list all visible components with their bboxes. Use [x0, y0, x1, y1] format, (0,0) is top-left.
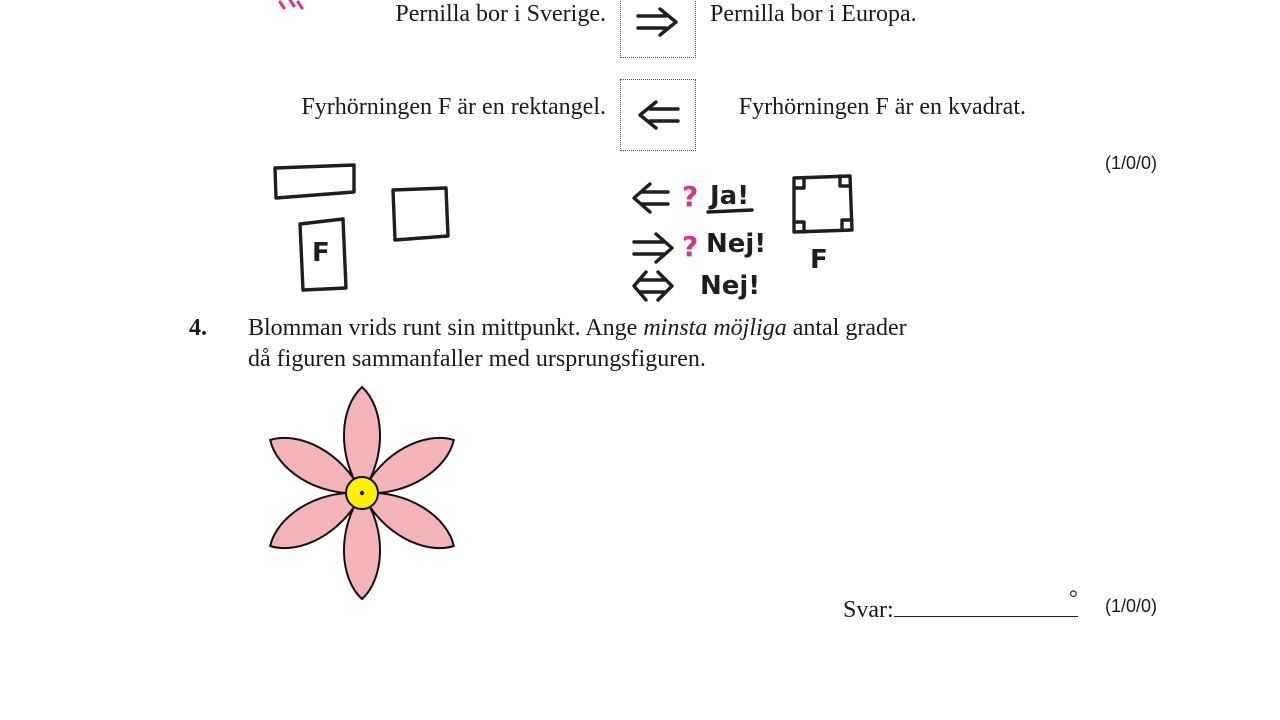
handwritten-answers — [628, 168, 788, 308]
square-label-f: F — [810, 245, 828, 275]
pink-handwriting-fragment — [276, 0, 316, 20]
left-double-arrow-icon — [636, 100, 680, 130]
question-text-end: antal grader — [786, 315, 907, 341]
flower-figure — [242, 373, 482, 613]
arrow-box-row2[interactable] — [620, 79, 696, 151]
statement-left-row2: Fyrhörningen F är en rektangel. — [301, 94, 606, 120]
handwritten-rectangle-sketches — [268, 160, 468, 300]
answer-row — [843, 592, 1078, 624]
handwritten-square-sketch — [786, 172, 866, 282]
hand-left-arrow-icon — [634, 184, 668, 212]
shape-label-f: F — [312, 238, 330, 268]
question-number: 4. — [189, 315, 207, 341]
question-mark-2: ? — [682, 230, 699, 263]
arrow-box-row1[interactable] — [620, 0, 696, 58]
answer-nej-1: Nej! — [706, 229, 767, 259]
question-text-line1 — [248, 314, 907, 342]
degree-symbol: ° — [1069, 585, 1078, 610]
flower-center-dot — [360, 491, 364, 495]
statement-right-row1: Pernilla bor i Europa. — [710, 1, 917, 27]
statement-left-row1: Pernilla bor i Sverige. — [395, 1, 606, 27]
question-text-start: Blomman vrids runt sin mittpunkt. Ange — [248, 315, 644, 341]
question-text-emphasis: minsta möjliga — [643, 315, 787, 341]
question-text-line2: då figuren sammanfaller med ursprungsfiguren. — [248, 346, 706, 372]
hand-biconditional-arrow-icon — [634, 272, 672, 300]
right-double-arrow-icon — [636, 7, 680, 37]
answer-input-line[interactable] — [894, 592, 1078, 617]
question-mark-1: ? — [682, 180, 699, 213]
answer-nej-2: Nej! — [700, 271, 761, 301]
hand-right-arrow-icon — [634, 234, 672, 262]
answer-ja-underline — [708, 210, 752, 212]
answer-ja: Ja! — [710, 181, 750, 211]
statement-right-row2: Fyrhörningen F är en kvadrat. — [738, 94, 1026, 120]
answer-label: Svar: — [843, 597, 894, 623]
points-label-task3: (1/0/0) — [1104, 153, 1157, 173]
points-label-task4: (1/0/0) — [1104, 596, 1157, 616]
